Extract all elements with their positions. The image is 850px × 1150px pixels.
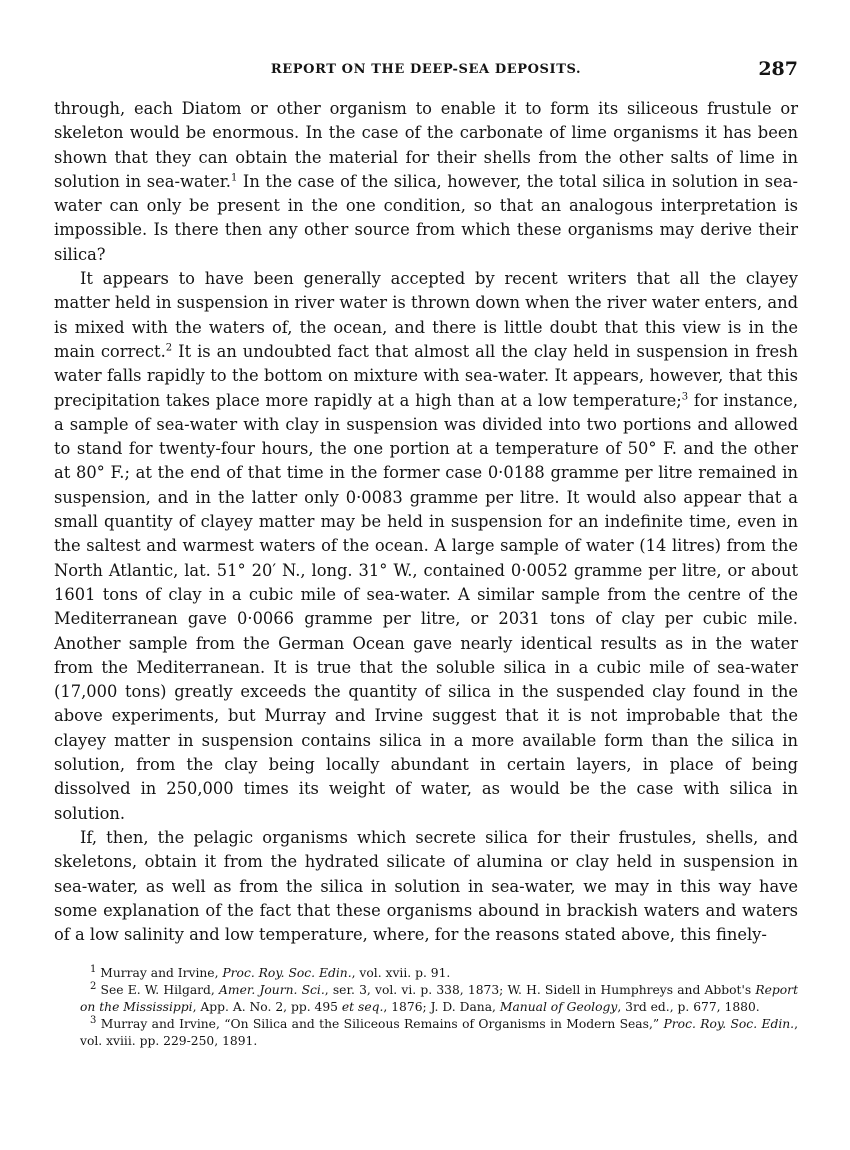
text-run: , App. A. No. 2, pp. 495 — [192, 1000, 342, 1015]
footnotes — [54, 965, 798, 1050]
footnote-marker: 3 — [90, 1015, 97, 1027]
running-title: REPORT ON THE DEEP-SEA DEPOSITS. — [270, 62, 582, 77]
text-run: through, each Diatom or other organism to enable it to form its siliceous frustule or skeleton would be enormous. In the case of the carbonate of lime organisms it has been shown that they can obtain the material for their shells from the other salts of lime in solution in sea-water. — [54, 99, 798, 191]
paragraph-2 — [54, 267, 798, 826]
footnote-marker: 3 — [681, 391, 689, 403]
text-run: , vol. xviii. pp. 229-250, 1891. — [80, 1017, 798, 1049]
italic-citation: Report on the Mississippi — [80, 983, 799, 1015]
footnote-marker: 2 — [165, 342, 173, 354]
text-run: for instance, a sample of sea-water with clay in suspension was divided into two portions and allowed to stand for twenty-four hours, the one portion at a temperature of 50° F. and the other at 80° F.; at the end of that time in the former case 0·0188 gramme per litre remained in suspension, and in the latter only 0·0083 gramme per litre. It would also appear that a small quantity of clayey matter may be held in suspension for an indefinite time, even in the saltest and warmest waters of the ocean. A large sample of water (14 litres) from the North Atlantic, lat. 51° 20′ N., long. 31° W., contained 0·0052 gramme per litre, or about 1601 tons of clay in a cubic mile of sea-water. A similar sample from the centre of the Mediterranean gave 0·0066 gramme per litre, or 2031 tons of clay per cubic mile. Another sample from the German Ocean gave nearly identical results as in the water from the Mediterranean. It is true that the soluble silica in a cubic mile of sea-water (17,000 tons) greatly exceeds the quantity of silica in the suspended clay found in the above experiments, but Murray and Irvine suggest that it is not improbable that the clayey matter in suspension contains silica in a more available form than the silica in solution, from the clay being locally abundant in certain layers, in place of being dissolved in 250,000 times its weight of water, as would be the case with silica in solution. — [54, 390, 798, 823]
page — [54, 58, 798, 1050]
italic-citation: Amer. Journ. Sci. — [219, 983, 325, 998]
text-run: , 3rd ed., p. 677, 1880. — [617, 1000, 760, 1015]
text-run: Murray and Irvine, “On Silica and the Siliceous Remains of Organisms in Modern Seas,” — [96, 1017, 664, 1032]
text-run: In the case of the silica, however, the total silica in solution in sea-water can only be present in the one condition, so that an analogous interpretation is impossible. Is there then any other source from which these organisms may derive their silica? — [54, 171, 799, 264]
page-number: 287 — [758, 58, 798, 80]
paragraph-3 — [54, 826, 798, 947]
text-run: If, then, the pelagic organisms which secrete silica for their frustules, shells, and skeletons, obtain it from the hydrated silicate of alumina or clay held in suspension in sea-water, as well as from the silica in solution in sea-water, we may in this way have some explanation of the fact that these organisms abound in brackish waters and waters of a low salinity and low temperature, where, for the reasons stated above, this finely- — [54, 827, 798, 945]
italic-citation: et seq. — [341, 1000, 384, 1015]
text-run: See E. W. Hilgard, — [96, 983, 220, 998]
footnote-1 — [80, 965, 798, 982]
footnote-marker: 1 — [90, 964, 97, 976]
text-run: , 1876; J. D. Dana, — [383, 1000, 500, 1015]
footnote-2 — [80, 982, 798, 1016]
italic-citation: Proc. Roy. Soc. Edin. — [222, 966, 352, 981]
paragraph-1 — [54, 97, 798, 267]
page-header — [54, 58, 798, 84]
italic-citation: Proc. Roy. Soc. Edin. — [663, 1017, 795, 1032]
footnote-3 — [80, 1016, 798, 1050]
text-run: , ser. 3, vol. vi. p. 338, 1873; W. H. Sidell in Humphreys and Abbot's — [324, 983, 756, 998]
footnote-marker: 2 — [90, 981, 97, 993]
italic-citation: Manual of Geology — [499, 1000, 618, 1015]
text-run: It appears to have been generally accepted by recent writers that all the clayey matter held in suspension in river water is thrown down when the river water enters, and is mixed with the waters of, the ocean, and there is little doubt that this view is in the main correct. — [54, 269, 798, 361]
footnote-marker: 1 — [230, 172, 238, 184]
text-run: It is an undoubted fact that almost all the clay held in suspension in fresh water falls rapidly to the bottom on mixture with sea-water. It appears, however, that this precipitation takes place more rapidly at a high than at a low temperature; — [54, 341, 798, 410]
body-text — [54, 97, 798, 947]
text-run: Murray and Irvine, — [96, 966, 223, 981]
text-run: , vol. xvii. p. 91. — [351, 966, 451, 981]
